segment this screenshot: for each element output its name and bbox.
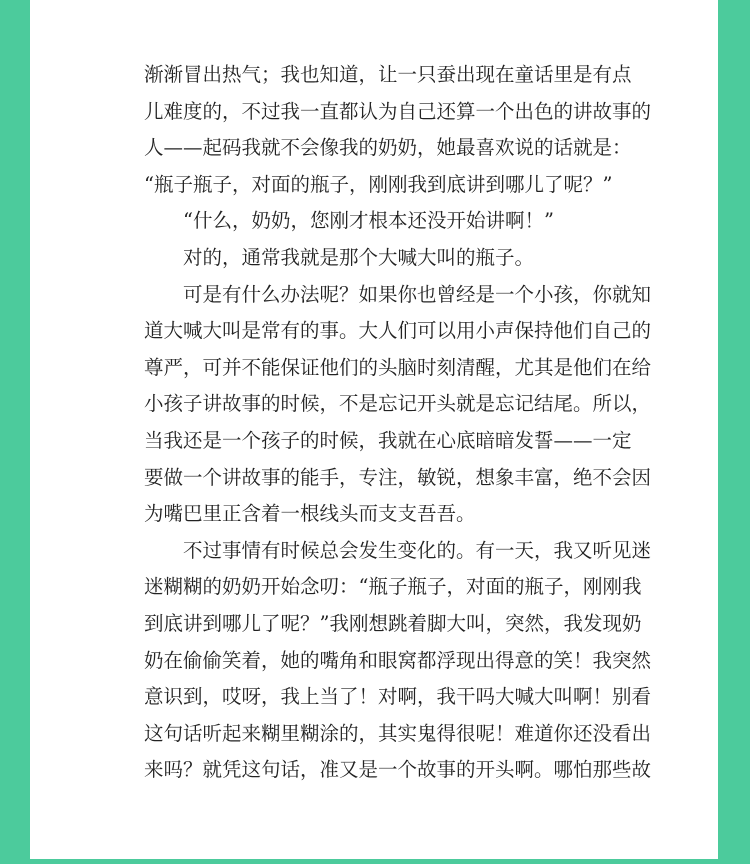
text-line: 到底讲到哪儿了呢？”我刚想跳着脚大叫，突然，我发现奶: [144, 611, 642, 635]
body-text: [144, 57, 652, 789]
paragraph-5: [144, 533, 652, 789]
text-line: 为嘴巴里正含着一根线头而支支吾吾。: [144, 502, 476, 526]
text-line: 尊严，可并不能保证他们的头脑时刻清醒，尤其是他们在给: [144, 355, 652, 379]
text-line: 可是有什么办法呢？如果你也曾经是一个小孩，你就知: [183, 282, 652, 306]
paragraph-1: [144, 57, 652, 203]
text-line: 渐渐冒出热气；我也知道，让一只蚕出现在童话里是有点: [144, 63, 632, 86]
text-line: 来吗？就凭这句话，准又是一个故事的开头啊。哪怕那些故: [144, 758, 652, 782]
text-line: 意识到，哎呀，我上当了！对啊，我干吗大喊大叫啊！别看: [144, 685, 652, 709]
text-line: 这句话听起来糊里糊涂的，其实鬼得很呢！难道你还没看出: [144, 721, 652, 745]
paragraph-3: [144, 240, 624, 277]
text-line: 儿难度的，不过我一直都认为自己还算一个出色的讲故事的: [144, 99, 652, 123]
text-line: “瓶子瓶子，对面的瓶子，刚刚我到底讲到哪儿了呢？”: [144, 172, 613, 196]
text-line: 奶在偷偷笑着，她的嘴角和眼窝都浮现出得意的笑！我突然: [144, 648, 652, 672]
paragraph-2: [144, 203, 624, 240]
text-line: 人——起码我就不会像我的奶奶，她最喜欢说的话就是：: [144, 136, 632, 160]
text-line: 当我还是一个孩子的时候，我就在心底暗暗发誓——一定: [144, 428, 632, 452]
text-line: 要做一个讲故事的能手，专注，敏锐，想象丰富，绝不会因: [144, 465, 652, 489]
text-line: 小孩子讲故事的时候，不是忘记开头就是忘记结尾。所以，: [144, 392, 652, 416]
text-line: 不过事情有时候总会发生变化的。有一天，我又听见迷: [183, 538, 652, 562]
text-line: “什么，奶奶，您刚才根本还没开始讲啊！”: [183, 209, 554, 233]
book-page: [30, 0, 718, 859]
text-line: 对的，通常我就是那个大喊大叫的瓶子。: [183, 245, 535, 269]
text-line: 迷糊糊的奶奶开始念叨：“瓶子瓶子，对面的瓶子，刚刚我: [144, 575, 642, 599]
paragraph-4: [144, 277, 652, 533]
text-line: 道大喊大叫是常有的事。大人们可以用小声保持他们自己的: [144, 319, 652, 343]
